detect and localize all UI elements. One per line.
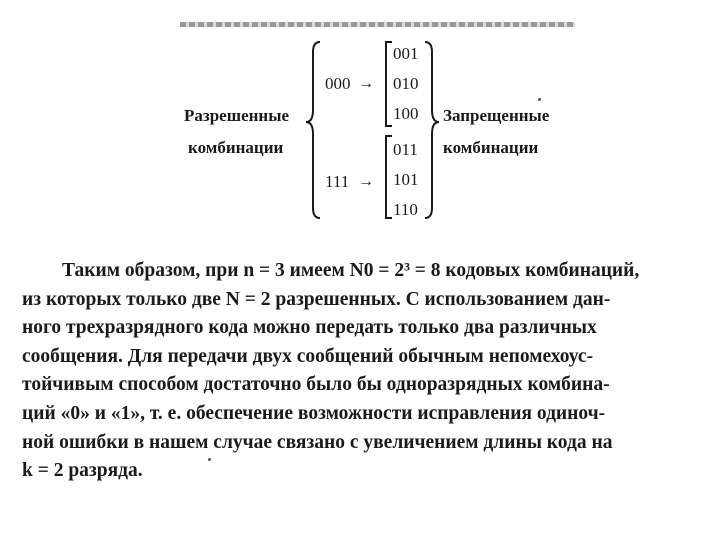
paragraph-line: тойчивым способом достаточно было бы одноразрядных комбина- <box>22 374 610 396</box>
left-bracket-group-2 <box>386 136 392 218</box>
brace-bracket-graphics <box>0 0 720 240</box>
scan-speck <box>538 98 541 101</box>
target-code: 001 <box>393 44 419 63</box>
paragraph-line: сообщения. Для передачи двух сообщений обычным непомехоус- <box>22 345 594 367</box>
paragraph-line: ного трехразрядного кода можно передать только два различных <box>22 317 597 339</box>
target-code: 110 <box>393 200 418 219</box>
arrow-icon: → <box>358 75 374 92</box>
scan-speck <box>208 458 211 461</box>
body-paragraph <box>22 257 710 486</box>
left-bracket-group-1 <box>386 42 392 126</box>
arrow-icon: → <box>358 173 374 190</box>
source-code-111: 111 <box>325 172 350 191</box>
target-code: 010 <box>393 74 419 93</box>
paragraph-line: k = 2 разряда. <box>22 460 143 482</box>
right-brace <box>425 42 439 218</box>
code-combinations-diagram <box>0 0 720 240</box>
allowed-label-line-1: Разрешенные <box>184 106 290 125</box>
paragraph-line: ций «0» и «1», т. е. обеспечение возможности исправления одиноч- <box>22 402 606 424</box>
left-brace <box>306 42 320 218</box>
paragraph-line: из которых только две N = 2 разрешенных. С использованием дан- <box>22 288 611 310</box>
target-code: 101 <box>393 170 419 189</box>
allowed-label-line-2: комбинации <box>188 138 284 157</box>
paragraph-line: ной ошибки в нашем случае связано с увеличением длины кода на <box>22 431 613 453</box>
source-code-000: 000 <box>325 74 351 93</box>
paragraph-line: Таким образом, при n = 3 имеем N0 = 2³ = 8 кодовых комбинаций, <box>62 260 640 281</box>
target-code: 100 <box>393 104 419 123</box>
forbidden-label-line-1: Запрещенные <box>443 106 550 125</box>
forbidden-label-line-2: комбинации <box>443 138 539 157</box>
target-code: 011 <box>393 140 418 159</box>
